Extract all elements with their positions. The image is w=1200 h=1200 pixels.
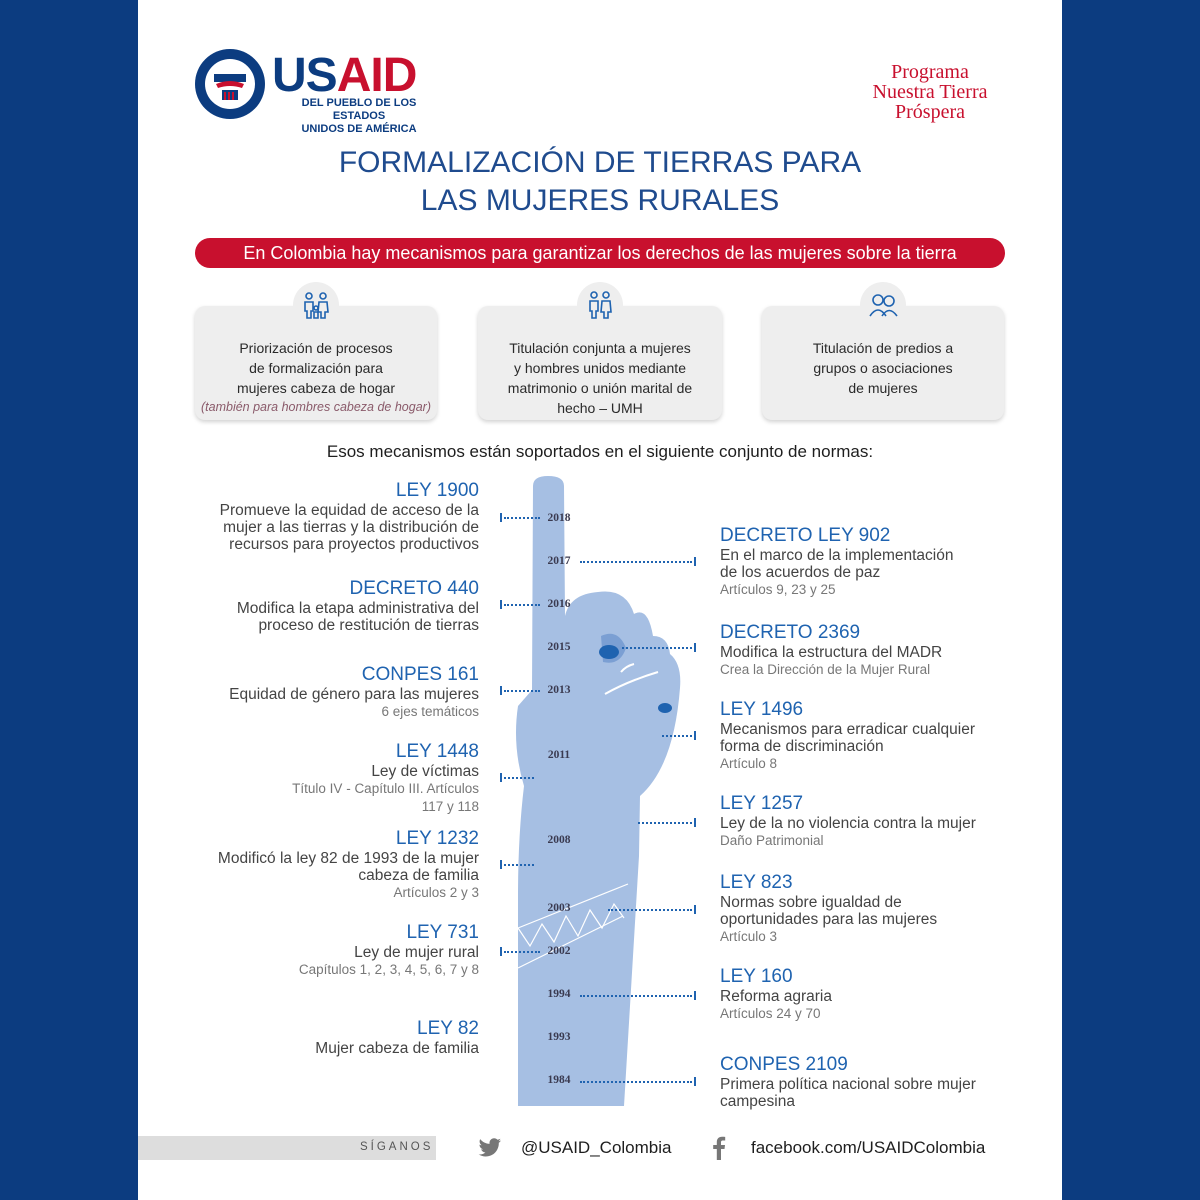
law-ley-731: LEY 731 Ley de mujer rural Capítulos 1, 2, 3, 4, 5, 6, 7 y 8 xyxy=(298,922,479,977)
page-title: FORMALIZACIÓN DE TIERRAS PARA LAS MUJERES RURALES xyxy=(338,146,862,217)
law-ley-1900: LEY 1900 Promueve la equidad de acceso de la mujer a las tierras y la distribución de recursos para proyectos productivos xyxy=(219,480,479,553)
law-ley-82: LEY 82 Mujer cabeza de familia xyxy=(315,1018,479,1057)
connector-line xyxy=(504,517,540,519)
law-ley-1257: LEY 1257 Ley de la no violencia contra la mujer Daño Patrimonial xyxy=(720,793,976,848)
usaid-tagline: DEL PUEBLO DE LOS ESTADOS UNIDOS DE AMÉRICA xyxy=(301,97,417,135)
mechanism-card-2: Titulación conjunta a mujeres y hombres unidos mediante matrimonio o unión marital de hecho – UMH xyxy=(478,306,722,420)
facebook-link[interactable]: facebook.com/USAIDColombia xyxy=(751,1138,986,1157)
connector-tick xyxy=(500,860,502,869)
connector-line xyxy=(504,864,534,866)
connector-tick xyxy=(500,513,502,522)
law-conpes-161: CONPES 161 Equidad de género para las mujeres 6 ejes temáticos xyxy=(229,664,479,719)
infographic-page xyxy=(138,0,1062,1200)
connector-line xyxy=(504,690,540,692)
law-ley-160: LEY 160 Reforma agraria Artículos 24 y 70 xyxy=(720,966,832,1021)
year-label: 1993 xyxy=(547,1031,571,1043)
connector-line xyxy=(622,647,692,649)
connector-tick xyxy=(500,773,502,782)
connector-tick xyxy=(500,947,502,956)
law-ley-1232: LEY 1232 Modificó la ley 82 de 1993 de la mujer cabeza de familia Artículos 2 y 3 xyxy=(217,828,479,900)
usaid-wordmark: USAID xyxy=(272,49,417,102)
year-label: 2011 xyxy=(547,749,571,761)
law-ley-823: LEY 823 Normas sobre igualdad de oportunidades para las mujeres Artículo 3 xyxy=(720,872,938,944)
mechanism-card-3: Titulación de predios a grupos o asociaciones de mujeres xyxy=(762,306,1004,420)
connector-tick xyxy=(694,1077,696,1086)
couple-icon xyxy=(577,282,623,328)
connector-tick xyxy=(500,600,502,609)
women-group-icon xyxy=(860,282,906,328)
connector-line xyxy=(504,951,540,953)
facebook-icon[interactable] xyxy=(712,1136,726,1160)
connector-tick xyxy=(694,991,696,1000)
year-label: 2013 xyxy=(547,684,571,696)
connector-line xyxy=(662,735,692,737)
law-ley-1496: LEY 1496 Mecanismos para erradicar cualquier forma de discriminación Artículo 8 xyxy=(720,699,976,771)
follow-us-label: SÍGANOS xyxy=(360,1141,434,1153)
law-decreto-2369: DECRETO 2369 Modifica la estructura del MADR Crea la Dirección de la Mujer Rural xyxy=(720,622,943,677)
year-label: 2008 xyxy=(547,834,571,846)
year-label: 1994 xyxy=(547,988,571,1000)
connector-line xyxy=(504,777,534,779)
connector-line xyxy=(504,604,540,606)
connector-line xyxy=(638,822,692,824)
year-label: 2002 xyxy=(547,945,571,957)
intro-banner: En Colombia hay mecanismos para garantizar los derechos de las mujeres sobre la tierra xyxy=(195,238,1005,268)
connector-tick xyxy=(694,818,696,827)
law-decreto-440: DECRETO 440 Modifica la etapa administrativa del proceso de restitución de tierras xyxy=(236,578,479,634)
program-name: Programa Nuestra Tierra Próspera xyxy=(872,61,988,123)
twitter-handle-link[interactable]: @USAID_Colombia xyxy=(521,1138,672,1157)
mechanism-card-1: Priorización de procesos de formalización para mujeres cabeza de hogar (también para hombres cabeza de hogar) xyxy=(195,306,437,420)
connector-line xyxy=(580,561,692,563)
year-label: 2003 xyxy=(547,902,571,914)
year-label: 2017 xyxy=(547,555,571,567)
connector-tick xyxy=(694,557,696,566)
usaid-seal-icon xyxy=(194,48,266,120)
year-label: 1984 xyxy=(547,1074,571,1086)
norms-subtitle: Esos mecanismos están soportados en el siguiente conjunto de normas: xyxy=(326,442,874,461)
year-label: 2016 xyxy=(547,598,571,610)
connector-line xyxy=(580,995,692,997)
connector-line xyxy=(580,1081,692,1083)
connector-line xyxy=(608,909,692,911)
year-label: 2018 xyxy=(547,512,571,524)
raised-hand-icon xyxy=(508,476,698,1116)
connector-tick xyxy=(500,686,502,695)
connector-tick xyxy=(694,643,696,652)
connector-tick xyxy=(694,905,696,914)
twitter-icon[interactable] xyxy=(478,1138,502,1158)
law-conpes-2109: CONPES 2109 Primera política nacional sobre mujer campesina xyxy=(720,1054,976,1110)
family-icon xyxy=(293,282,339,328)
law-ley-1448: LEY 1448 Ley de víctimas Título IV - Capítulo III. Artículos 117 y 118 xyxy=(292,741,479,814)
year-label: 2015 xyxy=(547,641,571,653)
law-decreto-ley-902: DECRETO LEY 902 En el marco de la implementación de los acuerdos de paz Artículos 9, 23 y 25 xyxy=(720,525,954,597)
connector-tick xyxy=(694,731,696,740)
